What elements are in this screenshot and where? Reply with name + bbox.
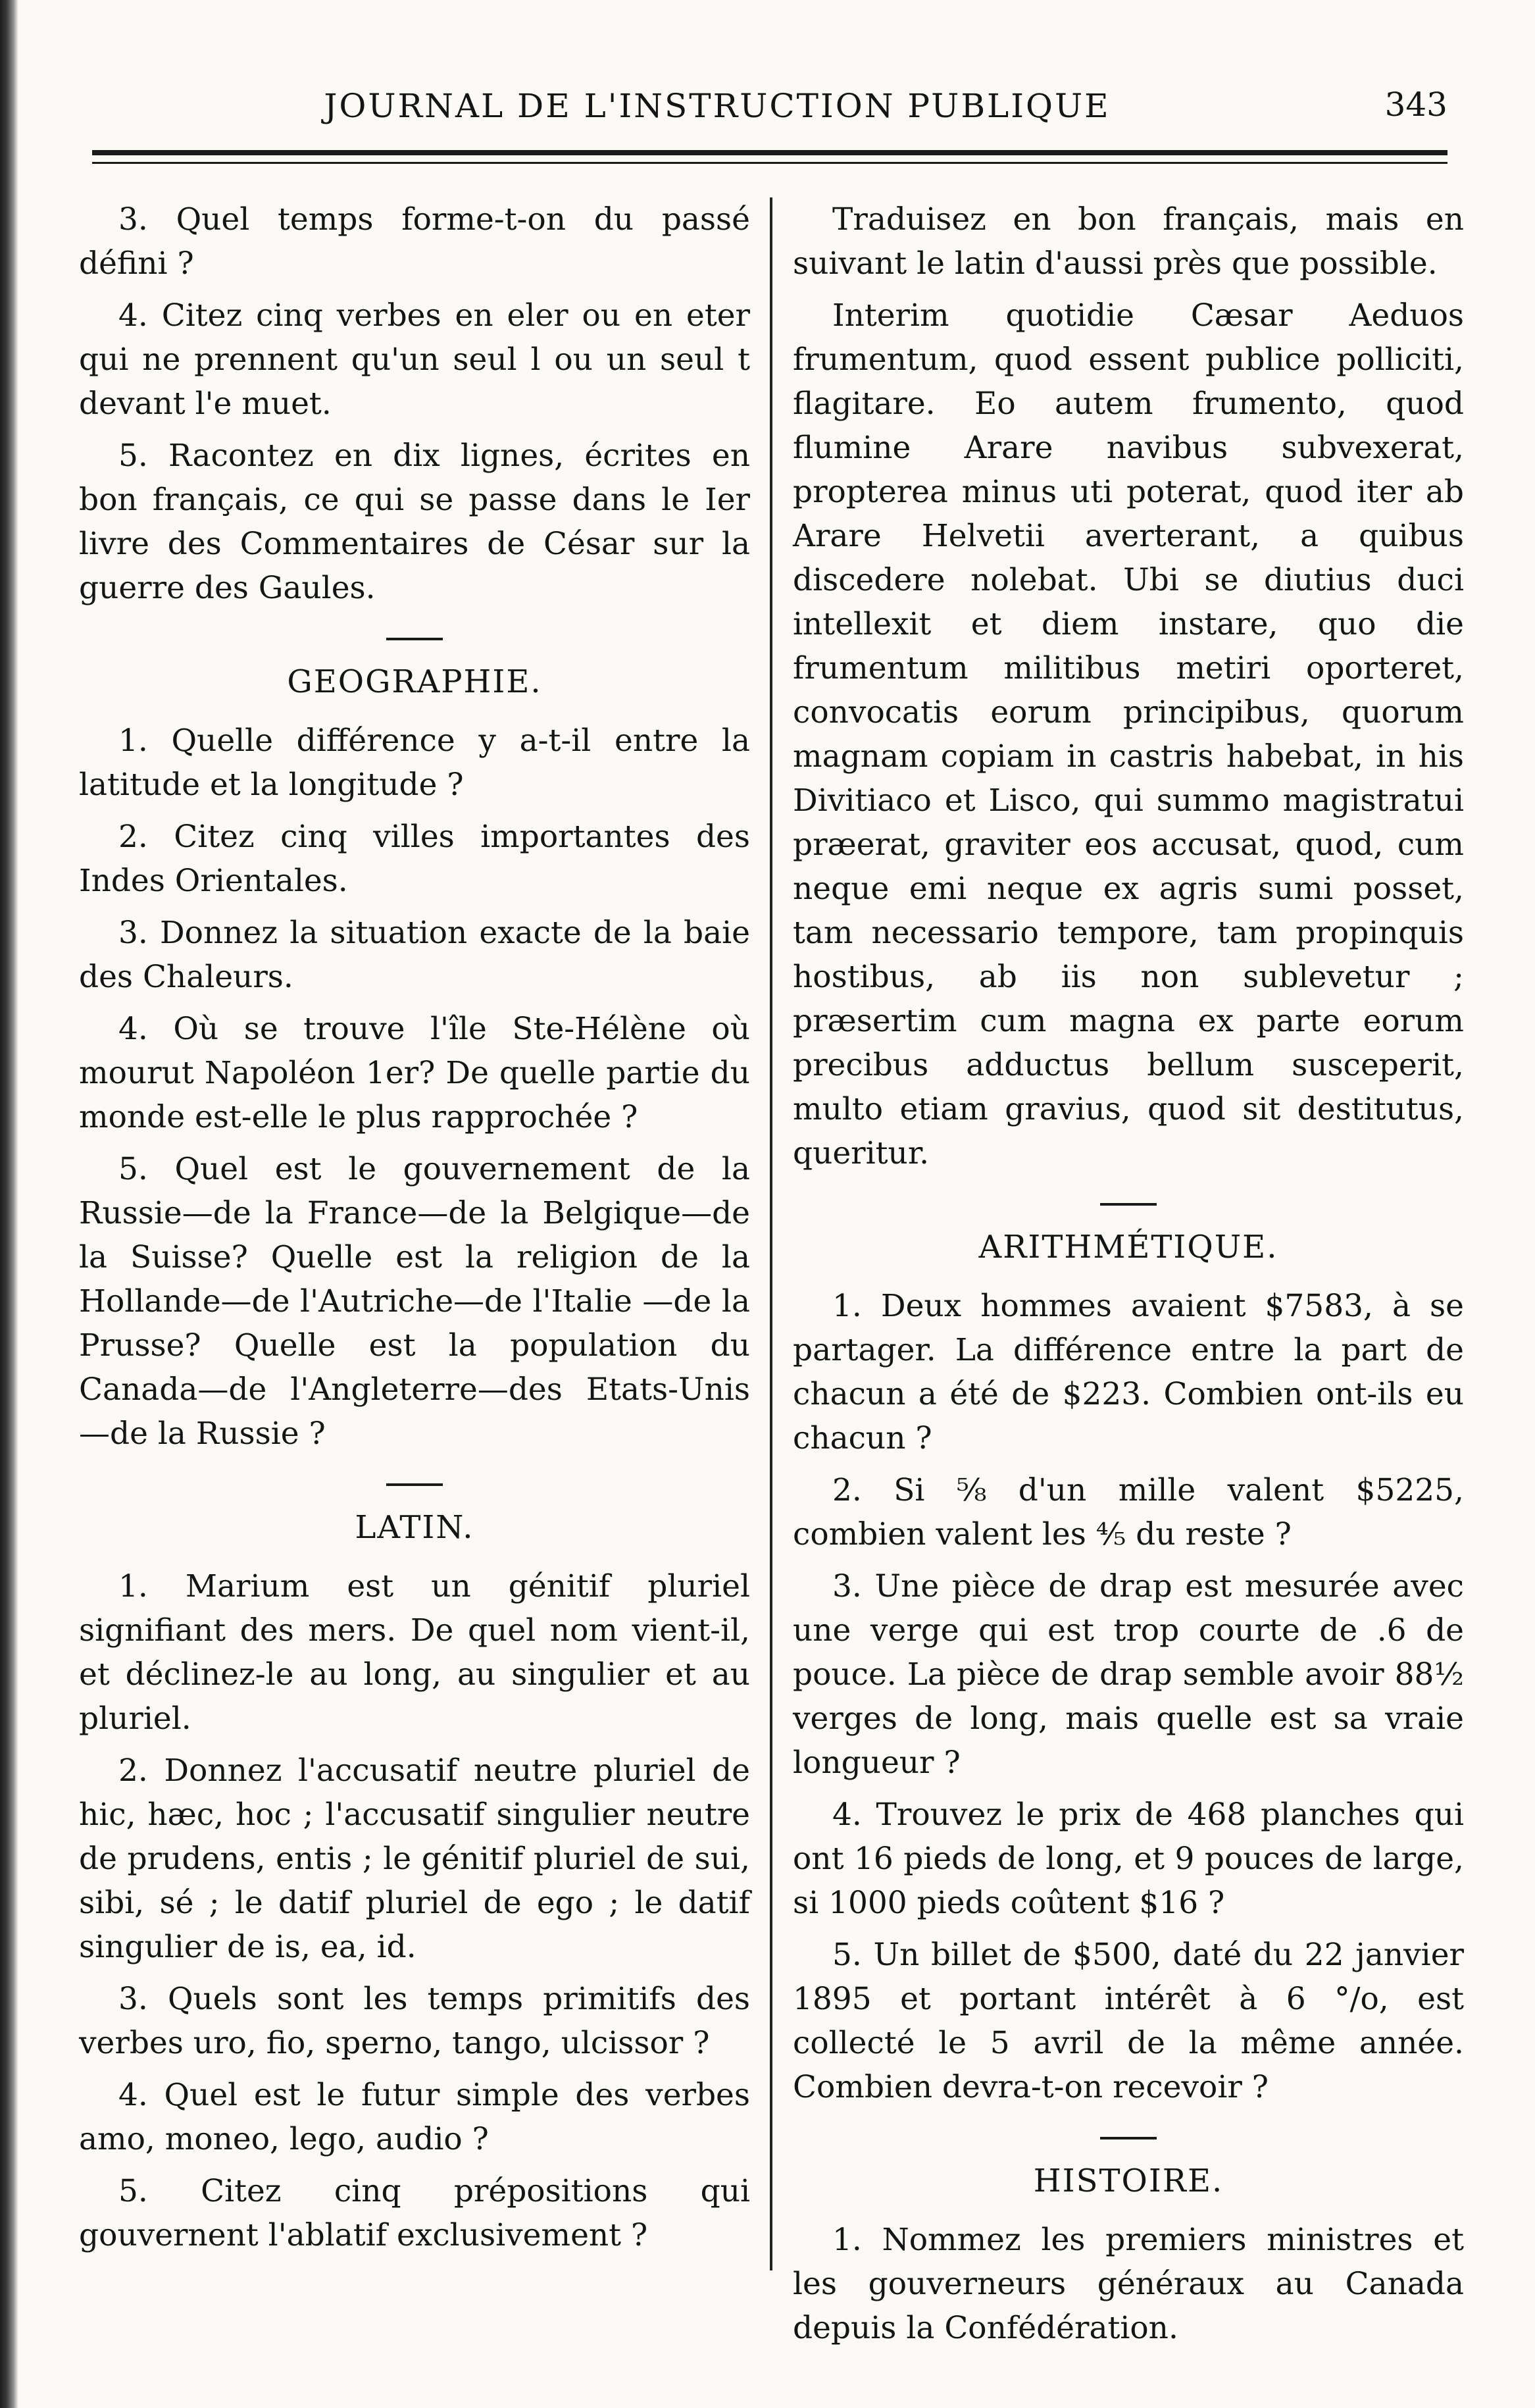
- question-item: 3. Quel temps forme-t-on du passé défini ?: [79, 201, 750, 282]
- question-item: 1. Deux hommes avaient $7583, à se partager. La différence entre la part de chacun a été de $223. Combien ont-ils eu chacun ?: [793, 1288, 1464, 1456]
- section-title-geographie: GEOGRAPHIE.: [287, 663, 542, 700]
- question-item: 1. Quelle différence y a-t-il entre la latitude et la longitude ?: [79, 723, 750, 803]
- question-item: 3. Quels sont les temps primitifs des verbes uro, fio, sperno, tango, ulcissor ?: [79, 1981, 750, 2061]
- section-separator: [1100, 1203, 1157, 1206]
- question-item: 4. Où se trouve l'île Ste-Hélène où mourut Napoléon 1er? De quelle partie du monde est-elle le plus rapprochée ?: [79, 1011, 750, 1135]
- question-item: 2. Si ⅝ d'un mille valent $5225, combien valent les ⅘ du reste ?: [793, 1472, 1464, 1552]
- page-number: 343: [1384, 86, 1447, 124]
- left-column: [79, 197, 750, 2265]
- question-item: 5. Quel est le gouvernement de la Russie—de la France—de la Belgique—de la Suisse? Quelle est la religion de la Hollande—de l'Autriche—de l'Italie —de la Prusse? Quelle est la population du Canada—de l'Angleterre—des Etats-Unis—de la Russie ?: [79, 1151, 750, 1452]
- section-title-latin: LATIN.: [355, 1509, 474, 1546]
- section-separator: [386, 638, 443, 640]
- question-item: 4. Trouvez le prix de 468 planches qui ont 16 pieds de long, et 9 pouces de large, si 1000 pieds coûtent $16 ?: [793, 1797, 1464, 1921]
- question-item: 5. Citez cinq prépositions qui gouvernent l'ablatif exclusivement ?: [79, 2173, 750, 2253]
- page-binding-shadow: [0, 0, 18, 2408]
- translation-instruction: Traduisez en bon français, mais en suivant le latin d'aussi près que possible.: [793, 201, 1464, 282]
- section-title-arithmetique: ARITHMÉTIQUE.: [978, 1229, 1278, 1266]
- header-rule-thick: [92, 150, 1447, 155]
- question-item: 4. Citez cinq verbes en eler ou en eter qui ne prennent qu'un seul l ou un seul t devant l'e muet.: [79, 297, 750, 422]
- section-separator: [1100, 2137, 1157, 2139]
- journal-title: JOURNAL DE L'INSTRUCTION PUBLIQUE: [324, 87, 1111, 125]
- section-title-histoire: HISTOIRE.: [1033, 2163, 1224, 2199]
- question-item: 1. Marium est un génitif pluriel signifiant des mers. De quel nom vient-il, et déclinez-le au long, au singulier et au pluriel.: [79, 1568, 750, 1737]
- header-rule-thin: [92, 162, 1447, 164]
- question-item: 2. Citez cinq villes importantes des Indes Orientales.: [79, 819, 750, 899]
- question-item: 3. Une pièce de drap est mesurée avec une verge qui est trop courte de .6 de pouce. La pièce de drap semble avoir 88½ verges de long, mais quelle est sa vraie longueur ?: [793, 1568, 1464, 1781]
- latin-passage: Interim quotidie Cæsar Aeduos frumentum, quod essent publice polliciti, flagitare. Eo autem frumento, quod flumine Arare navibus subvexerat, propterea minus uti poterat, quod iter ab Arare Helvetii averterant, a quibus discedere nolebat. Ubi se diutius duci intellexit et diem instare, quo die frumentum militibus metiri oporteret, convocatis eorum principibus, quorum magnam copiam in castris habebat, in his Divitiaco et Lisco, qui summo magistratui præerat, graviter eos accusat, quod, cum neque emi neque ex agris sumi posset, tam necessario tempore, tam propinquis hostibus, ab iis non sublevetur ; præsertim cum magna ex parte eorum precibus adductus bellum susceperit, multo etiam gravius, quod sit destitutus, queritur.: [793, 297, 1464, 1171]
- section-separator: [386, 1483, 443, 1486]
- question-item: 3. Donnez la situation exacte de la baie des Chaleurs.: [79, 915, 750, 995]
- question-item: 5. Racontez en dix lignes, écrites en bon français, ce qui se passe dans le Ier livre des Commentaires de César sur la guerre des Gaules.: [79, 438, 750, 606]
- right-column: [793, 197, 1464, 2358]
- question-item: 1. Nommez les premiers ministres et les gouverneurs généraux au Canada depuis la Confédération.: [793, 2222, 1464, 2346]
- question-item: 5. Un billet de $500, daté du 22 janvier 1895 et portant intérêt à 6 °/o, est collecté le 5 avril de la même année. Combien devra-t-on recevoir ?: [793, 1937, 1464, 2105]
- question-item: 4. Quel est le futur simple des verbes amo, moneo, lego, audio ?: [79, 2077, 750, 2157]
- question-item: 2. Donnez l'accusatif neutre pluriel de hic, hæc, hoc ; l'accusatif singulier neutre de prudens, entis ; le génitif pluriel de sui, sibi, sé ; le datif pluriel de ego ; le datif singulier de is, ea, id.: [79, 1753, 750, 1965]
- column-divider: [770, 197, 772, 2270]
- page-header: [92, 79, 1447, 138]
